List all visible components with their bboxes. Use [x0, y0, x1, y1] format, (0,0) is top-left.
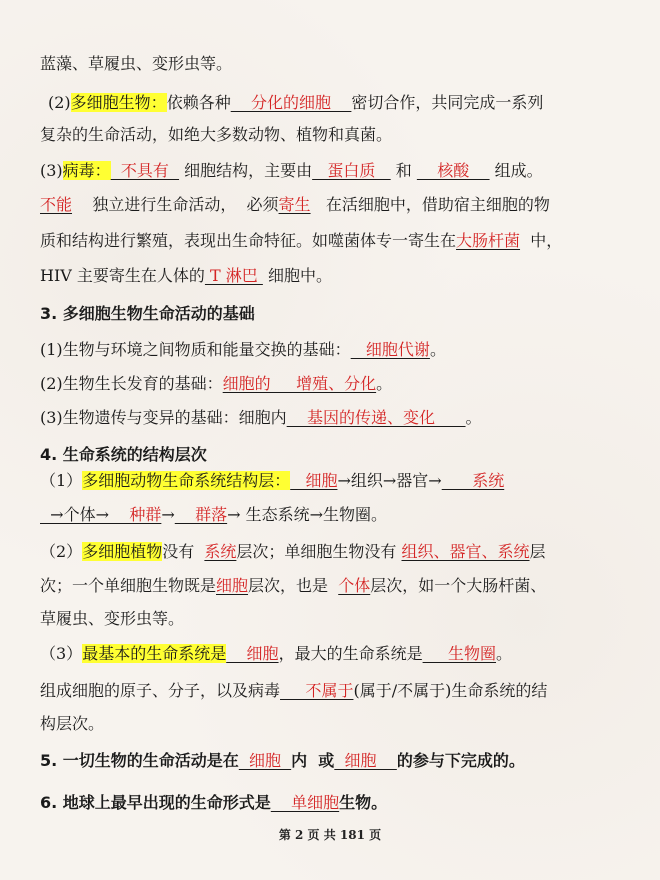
- heading-text: 的参与下完成的。: [396, 751, 525, 770]
- heading-text: 内 或: [291, 751, 335, 770]
- section-heading: 3. 多细胞生物生命活动的基础: [40, 304, 255, 323]
- line-text: 中，: [520, 231, 563, 250]
- line-text: 层次，如一个大肠杆菌、: [370, 576, 547, 595]
- line-text: (1)生物与环境之间物质和能量交换的基础：: [40, 340, 351, 359]
- line-text: 密切合作，共同完成一系列: [351, 93, 544, 112]
- line-text: 组成细胞的原子、分子，以及病毒: [40, 681, 281, 700]
- item-number: (3): [40, 161, 63, 180]
- line-text: 。: [465, 408, 482, 427]
- answer-blank: 不具有: [110, 161, 180, 180]
- line-text: →个体→: [40, 505, 109, 524]
- section-heading: 4. 生命系统的结构层次: [40, 445, 207, 464]
- line-text: → 生态系统→生物圈。: [227, 505, 388, 524]
- text-line: [40, 370, 620, 398]
- text-line: [40, 336, 620, 364]
- text-line: [40, 50, 620, 78]
- text-line: [40, 227, 620, 255]
- answer-blank: 蛋白质: [312, 161, 391, 180]
- line-text: (2)生物生长发育的基础：: [40, 374, 223, 393]
- line-text: 次；一个单细胞生物既是: [40, 576, 217, 595]
- text-line: [40, 157, 620, 185]
- line-text: 层次，也是: [248, 576, 339, 595]
- answer-blank: 基因的传递、变化: [286, 408, 466, 427]
- heading-text: 5. 一切生物的生命活动是在: [40, 751, 239, 770]
- line-text: →组织→器官→: [337, 471, 442, 490]
- page-footer: 第 2 页 共 181 页: [278, 828, 382, 842]
- highlighted-term: 病毒：: [62, 161, 111, 180]
- highlighted-term: 最基本的生命系统是: [82, 644, 227, 663]
- answer-blank: 组织、器官、系统: [401, 542, 530, 561]
- highlighted-term: 多细胞植物: [82, 542, 163, 561]
- answer-blank: 不能: [40, 195, 73, 214]
- line-text: 依赖各种: [166, 93, 231, 112]
- heading-text: 生物。: [339, 793, 388, 812]
- answer-blank: 核酸: [416, 161, 490, 180]
- text-line: [40, 640, 620, 668]
- line-text: (3)生物遗传与变异的基础：细胞内: [40, 408, 287, 427]
- line-text: 没有: [162, 542, 205, 561]
- line-text: 质和结构进行繁殖，表现出生命特征。如噬菌体专一寄生在: [40, 231, 457, 250]
- section-heading: [40, 789, 620, 817]
- line-text: 在活细胞中，借助宿主细胞的物: [310, 195, 550, 214]
- answer-blank: 寄生: [278, 195, 311, 214]
- item-number: （3）: [40, 644, 83, 663]
- line-text: 复杂的生命活动，如绝大多数动物、植物和真菌。: [40, 125, 393, 144]
- section-heading: [40, 747, 620, 775]
- answer-blank: 细胞的 增殖、分化: [222, 374, 377, 393]
- answer-blank: 分化的细胞: [230, 93, 352, 112]
- line-text: 细胞结构，主要由: [179, 161, 313, 180]
- text-line: [40, 677, 620, 705]
- answer-blank: 细胞: [334, 751, 397, 770]
- answer-blank: 大肠杆菌: [456, 231, 521, 250]
- text-line: [40, 710, 620, 738]
- answer-blank: 细胞代谢: [350, 340, 430, 359]
- line-text: HIV 主要寄生在人体的: [40, 266, 205, 285]
- answer-blank: 细胞: [290, 471, 338, 490]
- line-text: 蓝藻、草履虫、变形虫等。: [40, 54, 233, 73]
- text-line: [40, 538, 620, 566]
- item-number: (2): [48, 93, 71, 112]
- line-text: 。: [429, 340, 446, 359]
- text-line: [40, 191, 620, 219]
- line-text: ，最大的生命系统是: [278, 644, 423, 663]
- item-number: （1）: [40, 471, 83, 490]
- answer-blank: 生物圈: [422, 644, 497, 663]
- heading-text: 6. 地球上最早出现的生命形式是: [40, 793, 271, 812]
- answer-blank: 单细胞: [270, 793, 340, 812]
- text-line: [40, 572, 620, 600]
- highlighted-term: 多细胞动物生命系统结构层：: [82, 471, 291, 490]
- text-line: [40, 121, 620, 149]
- text-line: [40, 467, 620, 495]
- line-text: 。: [496, 644, 513, 663]
- answer-blank: 细胞: [238, 751, 292, 770]
- answer-blank: 个体: [338, 576, 371, 595]
- answer-blank: T 淋巴: [204, 266, 263, 285]
- line-text: 。: [376, 374, 393, 393]
- line-text: 层次；单细胞生物没有: [236, 542, 402, 561]
- text-line: [40, 501, 620, 529]
- answer-blank: 群落: [174, 505, 228, 524]
- answer-blank: 细胞: [216, 576, 249, 595]
- line-text: 草履虫、变形虫等。: [40, 609, 185, 628]
- answer-blank: 不属于: [280, 681, 354, 700]
- text-line: [48, 89, 620, 117]
- answer-blank: 细胞: [226, 644, 279, 663]
- answer-blank: 系统: [441, 471, 505, 490]
- line-text: 细胞中。: [262, 266, 332, 285]
- text-line: [40, 404, 620, 432]
- line-text: 组成。: [489, 161, 543, 180]
- line-text: 层: [529, 542, 546, 561]
- line-text: (属于/不属于)生命系统的结: [353, 681, 548, 700]
- text-line: [40, 605, 620, 633]
- highlighted-term: 多细胞生物：: [70, 93, 167, 112]
- answer-blank: 种群: [109, 505, 162, 524]
- line-text: →: [161, 505, 175, 524]
- text-line: [40, 262, 620, 290]
- line-text: 和: [390, 161, 417, 180]
- item-number: （2）: [40, 542, 83, 561]
- line-text: 构层次。: [40, 714, 105, 733]
- answer-blank: 系统: [204, 542, 237, 561]
- line-text: 独立进行生命活动， 必须: [72, 195, 279, 214]
